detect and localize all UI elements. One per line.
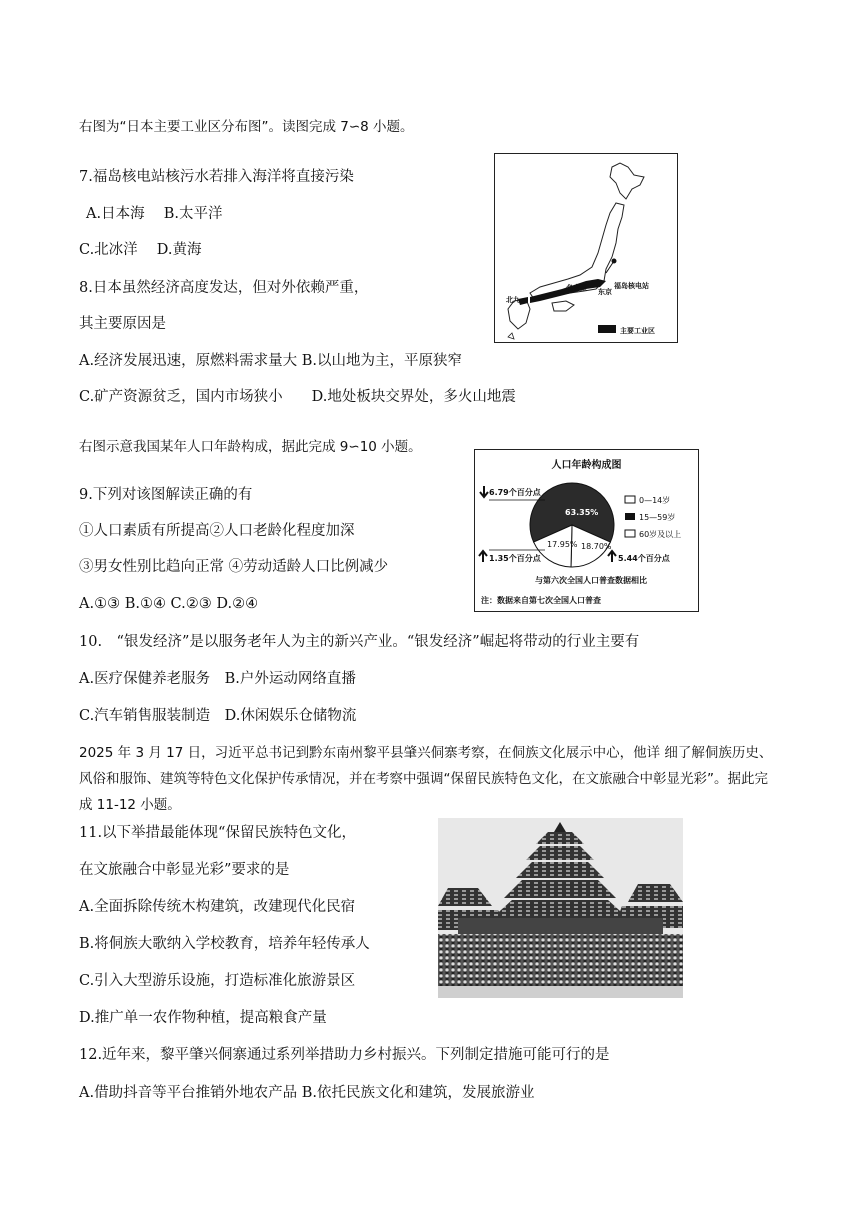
japan-industry-map bbox=[494, 153, 678, 343]
pie-legend-0-14: 0—14岁 bbox=[639, 496, 671, 505]
map-legend-text: 主要工业区 bbox=[620, 327, 655, 335]
map-label-tokyo: 东京 bbox=[598, 288, 612, 296]
q9-statement-1: ①人口素质有所提高②人口老龄化程度加深 bbox=[79, 523, 355, 539]
map-label-nagoya: 名古屋 bbox=[566, 284, 587, 292]
pie-title: 人口年龄构成图 bbox=[551, 460, 622, 471]
q12-options-ab: A.借助抖音等平台推销外地农产品 B.依托民族文化和建筑，发展旅游业 bbox=[79, 1085, 535, 1101]
pie-change-left: 1.35个百分点 bbox=[489, 554, 541, 563]
q8-options-cd: C.矿产资源贫乏，国内市场狭小 D.地处板块交界处，多火山地震 bbox=[79, 389, 516, 405]
q7-options-cd: C.北冰洋 D.黄海 bbox=[79, 242, 202, 258]
q10-stem: 10. “银发经济”是以服务老年人为主的新兴产业。“银发经济”崛起将带动的行业主要有 bbox=[79, 634, 640, 650]
q8-stem-1: 8.日本虽然经济高度发达，但对外依赖严重， bbox=[79, 280, 369, 296]
q11-stem-1: 11.以下举措最能体现“保留民族特色文化， bbox=[79, 825, 356, 841]
dong-drum-tower-photo bbox=[438, 818, 683, 998]
pie-slice-label-15-59: 63.35% bbox=[565, 508, 599, 517]
q10-options-ab: A.医疗保健养老服务 B.户外运动网络直播 bbox=[79, 671, 356, 687]
map-label-fukushima: 福岛核电站 bbox=[614, 282, 649, 290]
q11-option-c: C.引入大型游乐设施，打造标准化旅游景区 bbox=[79, 973, 356, 989]
pie-change-top: 6.79个百分点 bbox=[489, 488, 541, 497]
q11-stem-2: 在文旅融合中彰显光彩”要求的是 bbox=[79, 862, 290, 878]
intro-population: 右图示意我国某年人口年龄构成，据此完成 9∽10 小题。 bbox=[79, 439, 422, 455]
q8-options-ab: A.经济发展迅速，原燃料需求量大 B.以山地为主，平原狭窄 bbox=[79, 353, 462, 369]
intro-japan: 右图为“日本主要工业区分布图”。读图完成 7∽8 小题。 bbox=[79, 119, 414, 135]
q8-stem-2: 其主要原因是 bbox=[79, 316, 166, 332]
q11-option-d: D.推广单一农作物种植，提高粮食产量 bbox=[79, 1010, 327, 1026]
q9-statement-2: ③男女性别比趋向正常 ④劳动适龄人口比例减少 bbox=[79, 559, 389, 575]
pie-compare-note: 与第六次全国人口普查数据相比 bbox=[535, 576, 647, 585]
japan-map-drawing bbox=[494, 153, 678, 343]
q12-stem: 12.近年来，黎平肇兴侗寨通过系列举措助力乡村振兴。下列制定措施可能可行的是 bbox=[79, 1047, 610, 1063]
pie-source-note: 注：数据来自第七次全国人口普查 bbox=[481, 596, 601, 605]
q11-option-a: A.全面拆除传统木构建筑，改建现代化民宿 bbox=[79, 899, 356, 915]
pie-legend-15-59: 15—59岁 bbox=[639, 513, 676, 522]
q9-stem: 9.下列对该图解读正确的有 bbox=[79, 487, 253, 503]
population-pie-figure bbox=[474, 449, 699, 612]
q10-options-cd: C.汽车销售服装制造 D.休闲娱乐仓储物流 bbox=[79, 708, 357, 724]
map-label-kitakyushu: 北九 bbox=[506, 296, 520, 304]
q11-option-b: B.将侗族大歌纳入学校教育，培养年轻传承人 bbox=[79, 936, 370, 952]
pie-slice-label-60plus: 18.70% bbox=[581, 542, 612, 551]
q7-options-ab: A.日本海 B.太平洋 bbox=[86, 206, 223, 222]
pie-slice-label-0-14: 17.95% bbox=[547, 540, 578, 549]
intro-dong-village: 2025 年 3 月 17 日，习近平总书记到黔东南州黎平县肇兴侗寨考察，在侗族文化展示中心，他详 细了解侗族历史、风俗和服饰、建筑等特色文化保护传承情况，并在考察中强调“保留民族特色文化，在文旅融合中彰显光彩”。据此完成 11-12 小题。 bbox=[79, 745, 773, 813]
pie-change-right: 5.44个百分点 bbox=[618, 554, 670, 563]
q7-stem: 7.福岛核电站核污水若排入海洋将直接污染 bbox=[79, 169, 354, 185]
pie-legend-60plus: 60岁及以上 bbox=[639, 530, 682, 539]
q9-options: A.①③ B.①④ C.②③ D.②④ bbox=[79, 596, 259, 612]
